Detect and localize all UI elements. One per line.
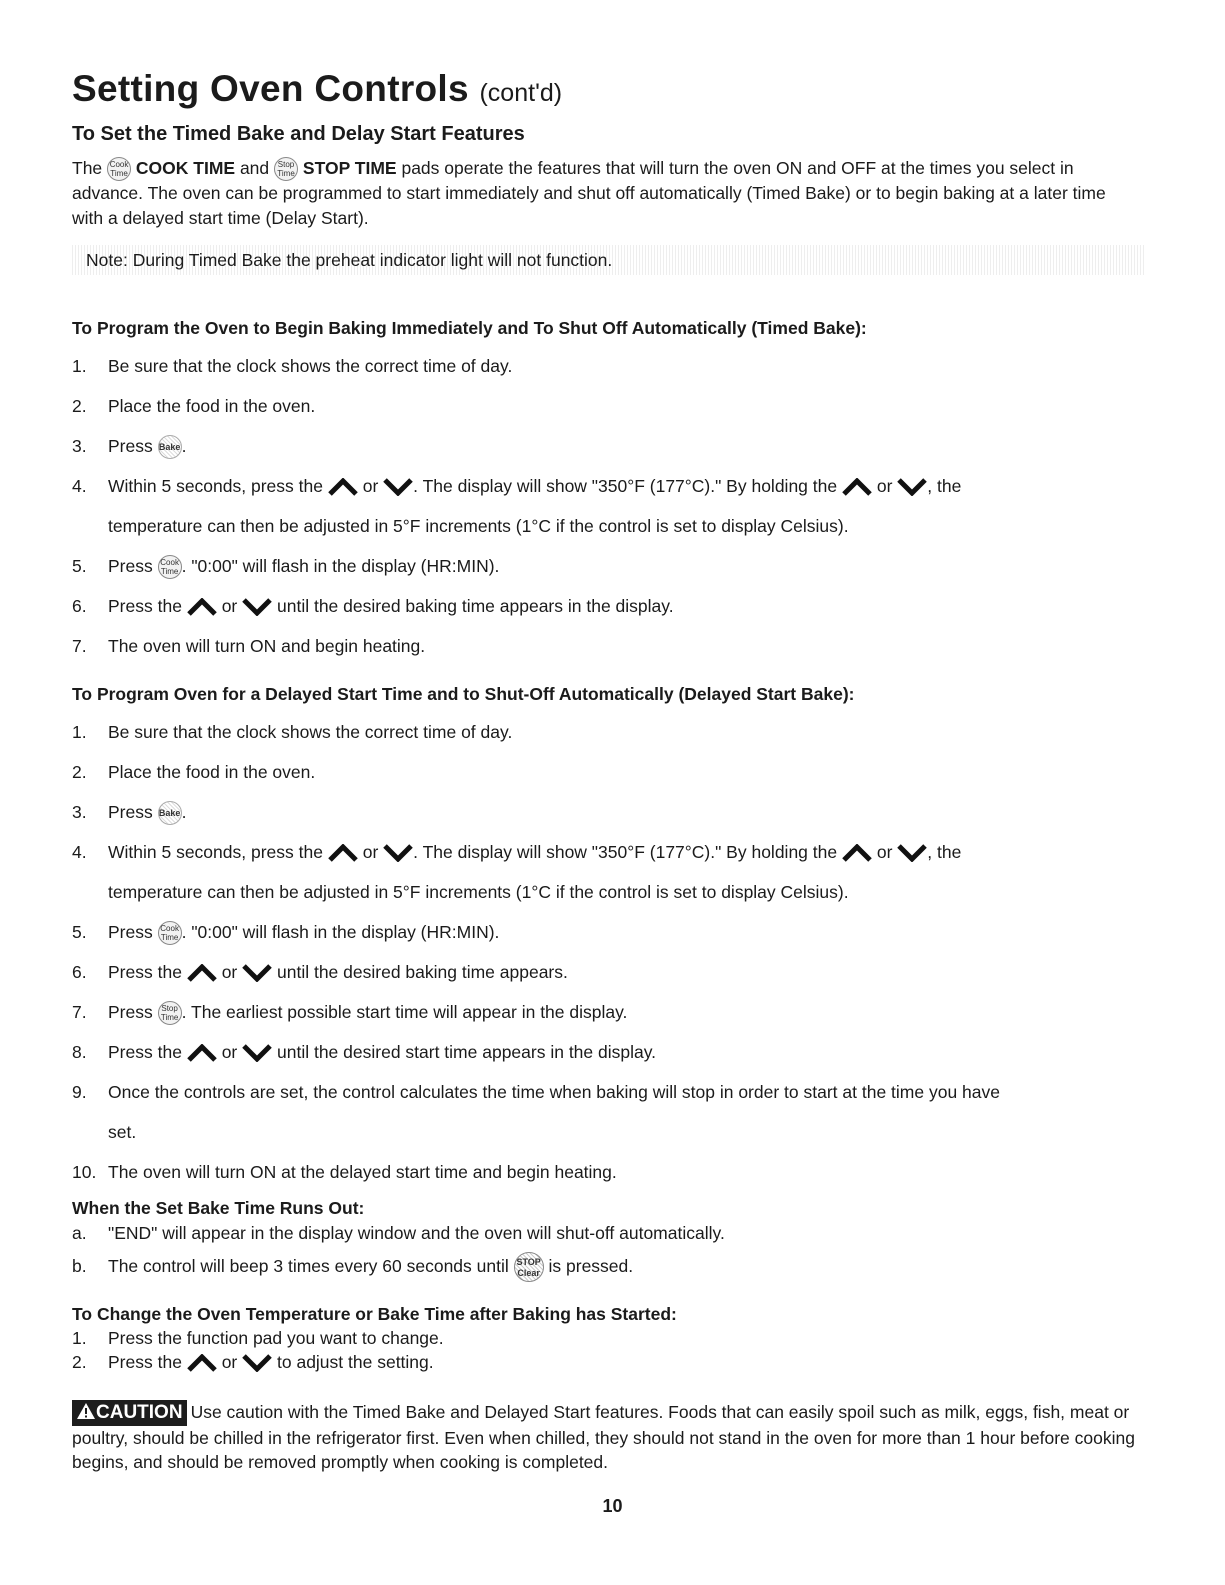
caution-badge: CAUTION [72,1400,187,1426]
down-arrow-icon [897,478,927,496]
list-item: 8. Press the or until the desired start time appears in the display. [72,1042,657,1062]
down-arrow-icon [383,478,413,496]
section-heading: To Change the Oven Temperature or Bake Time after Baking has Started: [72,1304,677,1324]
list-item: 5. Press Cook Time . "0:00" will flash in the display (HR:MIN). [72,546,1147,586]
stop-clear-pad-icon: STOP Clear [514,1252,544,1282]
down-arrow-icon [242,598,272,616]
up-arrow-icon [842,478,872,496]
delayed-start-steps [72,712,1147,1192]
section-heading: When the Set Bake Time Runs Out: [72,1198,365,1218]
list-item: 7. Press Stop Time . The earliest possible start time will appear in the display. [72,992,1147,1032]
page-title-suffix: (cont'd) [479,79,563,107]
change-steps [72,1326,1147,1374]
list-item: 5. Press Cook Time . "0:00" will flash in the display (HR:MIN). [72,912,1147,952]
timed-bake-steps [72,346,1147,666]
list-item: b. The control will beep 3 times every 60 seconds until STOP Clear is pressed. [72,1246,1147,1286]
section-delayed-start [72,682,1147,1192]
down-arrow-icon [897,844,927,862]
list-item: 4. Within 5 seconds, press the or . The display will show "350°F (177°C)." By holding the or , the temperature can then be adjusted in 5°F increments (1°C if the control is set to display Celsius). [72,842,962,902]
list-item: 2. Place the food in the oven. [72,396,316,416]
bake-pad-icon: Bake [158,435,182,459]
up-arrow-icon [842,844,872,862]
section-heading: To Program Oven for a Delayed Start Time and to Shut-Off Automatically (Delayed Start Bake): [72,684,855,704]
list-item: 4. Within 5 seconds, press the or . The display will show "350°F (177°C)." By holding the or , the temperature can then be adjusted in 5°F increments (1°C if the control is set to display Celsius). [72,476,962,536]
section-change [72,1302,1147,1374]
stop-time-pad-icon: Stop Time [158,1001,182,1025]
runs-out-steps [72,1220,1147,1286]
list-item: 1. Be sure that the clock shows the correct time of day. [72,356,513,376]
list-item: 2. Place the food in the oven. [72,762,316,782]
page-number: 10 [602,1496,623,1516]
down-arrow-icon [242,1354,272,1372]
list-item: 3. Press Bake. [72,426,1147,466]
list-item: 7. The oven will turn ON and begin heating. [72,636,426,656]
list-item: 1. Be sure that the clock shows the correct time of day. [72,722,513,742]
up-arrow-icon [328,844,358,862]
bake-pad-icon: Bake [158,801,182,825]
list-item: 10. The oven will turn ON at the delayed start time and begin heating. [72,1162,617,1182]
list-item: a. "END" will appear in the display window and the oven will shut-off automatically. [72,1223,725,1243]
intro-paragraph: The Cook Time COOK TIME and Stop Time STOP TIME pads operate the features that will turn the oven ON and OFF at the times you select in advance. The oven can be programmed to start immediately and shut off automatically (Timed Bake) or to begin baking at a later time with a delayed start time (Delay Start). [72,158,1106,229]
list-item: 6. Press the or until the desired baking time appears in the display. [72,596,674,616]
warning-icon [76,1402,96,1420]
up-arrow-icon [187,1044,217,1062]
cook-time-pad-icon: Cook Time [107,157,131,181]
list-item: 2. Press the or to adjust the setting. [72,1352,434,1372]
page-title: Setting Oven Controls (cont'd) [72,68,563,109]
section-timed-bake [72,316,1147,666]
note-box: Note: During Timed Bake the preheat indicator light will not function. [72,245,1146,275]
up-arrow-icon [187,1354,217,1372]
page-subtitle: To Set the Timed Bake and Delay Start Features [72,123,525,145]
manual-page [72,66,1147,275]
up-arrow-icon [187,964,217,982]
cook-time-pad-icon: Cook Time [158,555,182,579]
down-arrow-icon [242,1044,272,1062]
list-item: 9. Once the controls are set, the control calculates the time when baking will stop in order to start at the time you have set. [72,1082,1000,1142]
stop-time-pad-icon: Stop Time [274,157,298,181]
down-arrow-icon [242,964,272,982]
section-heading: To Program the Oven to Begin Baking Immediately and To Shut Off Automatically (Timed Bake): [72,318,867,338]
cook-time-pad-icon: Cook Time [158,921,182,945]
list-item: 6. Press the or until the desired baking time appears. [72,962,568,982]
caution-paragraph: CAUTION Use caution with the Timed Bake and Delayed Start features. Foods that can easily spoil such as milk, eggs, fish, meat or poultry, should be chilled in the refrigerator first. Even when chilled, they should not stand in the oven for more than 1 hour before cooking begins, and should be removed promptly when cooking is completed. [72,1402,1135,1472]
down-arrow-icon [383,844,413,862]
up-arrow-icon [187,598,217,616]
up-arrow-icon [328,478,358,496]
section-runs-out [72,1196,1147,1286]
list-item: 1. Press the function pad you want to change. [72,1328,444,1348]
caution-block [72,1400,1147,1474]
list-item: 3. Press Bake. [72,792,1147,832]
